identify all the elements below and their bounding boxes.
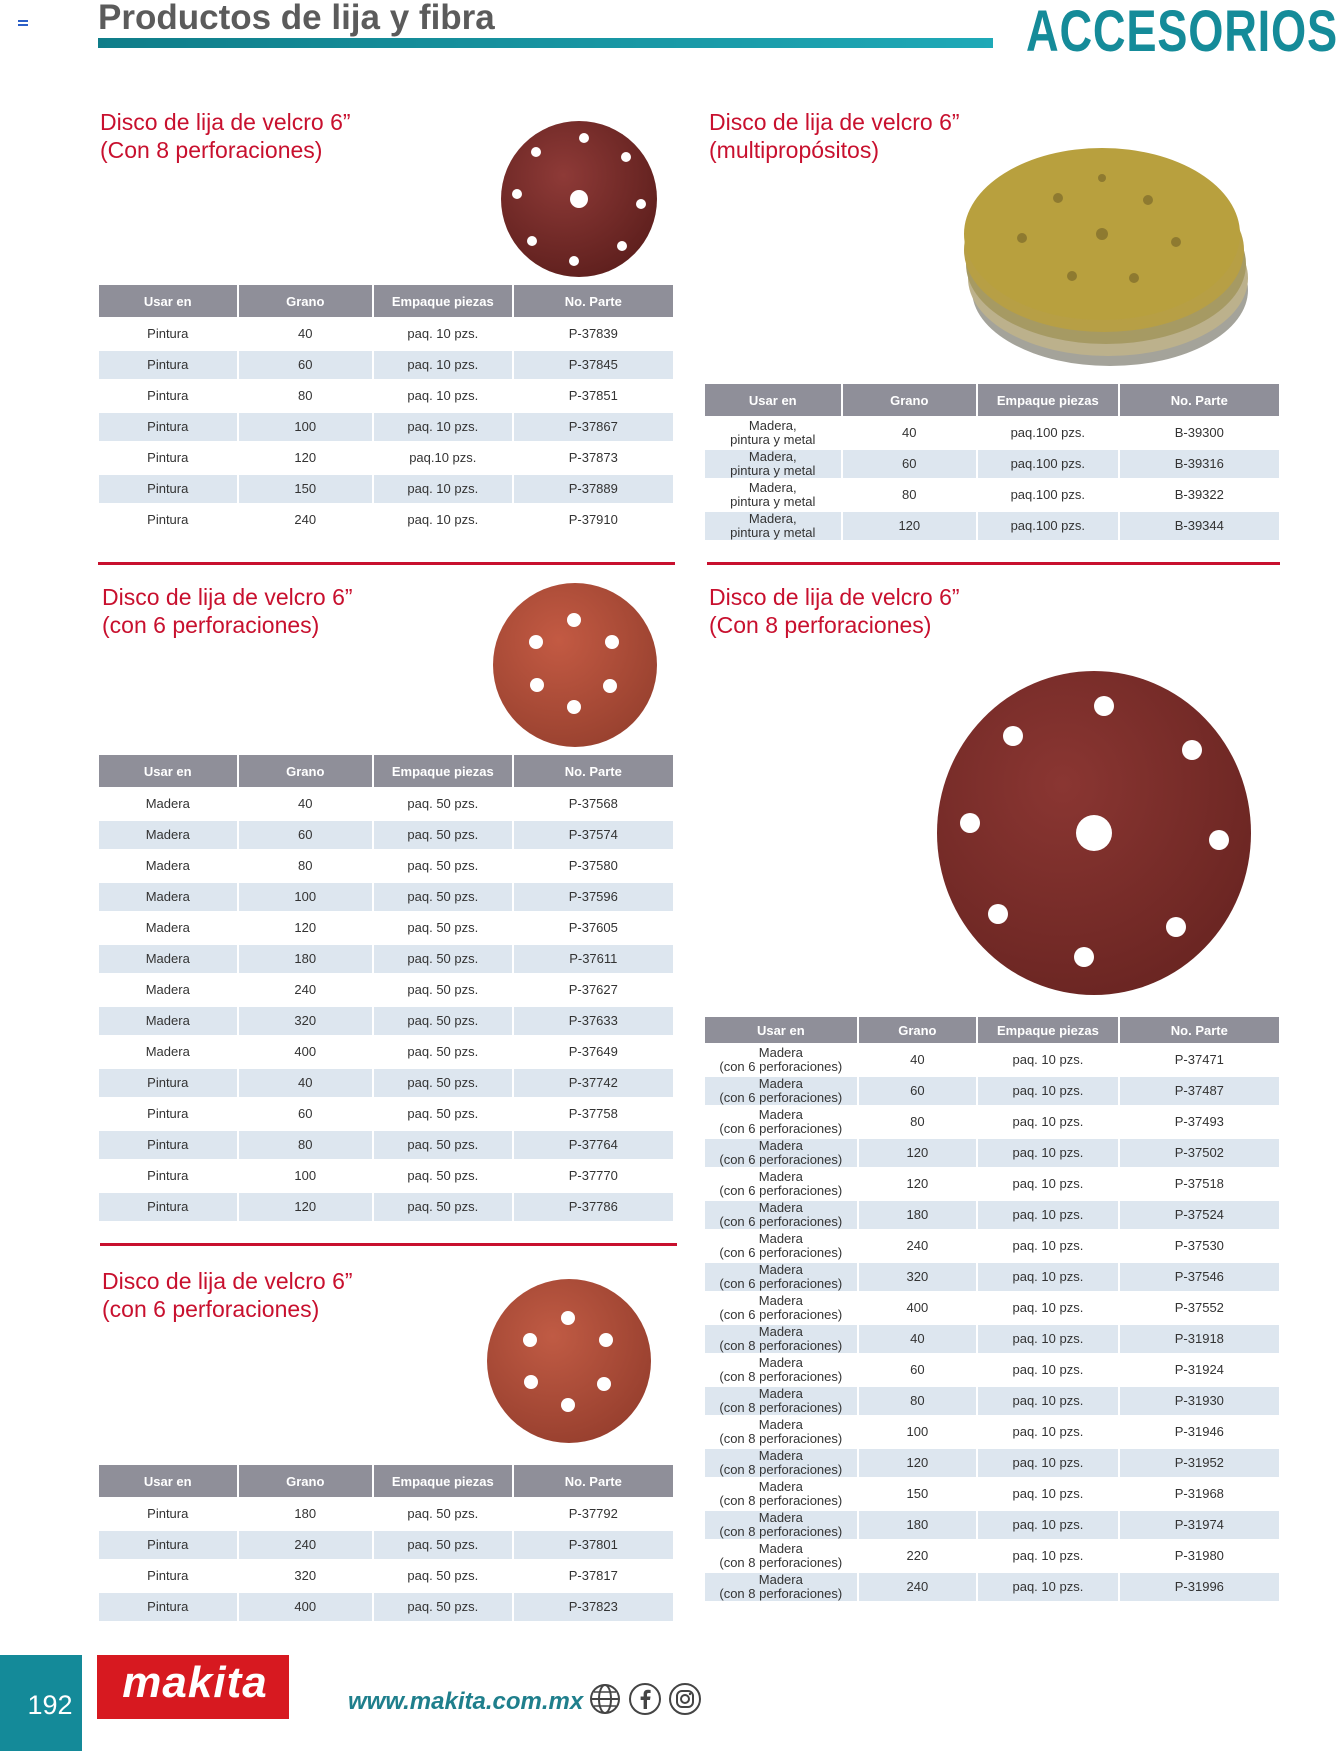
cell-no-parte: P-37574 <box>514 821 673 849</box>
cell-grano: 100 <box>239 883 373 911</box>
product-title-4 <box>709 583 960 639</box>
cell-no-parte: P-37633 <box>514 1007 673 1035</box>
cell-usar-en: Madera <box>99 883 237 911</box>
cell-empaque: paq. 10 pzs. <box>374 413 512 441</box>
cell-empaque: paq. 50 pzs. <box>374 945 512 973</box>
cell-empaque: paq. 10 pzs. <box>978 1573 1118 1601</box>
cell-grano: 180 <box>859 1201 977 1229</box>
section-title: ACCESORIOS <box>1026 0 1338 64</box>
cell-grano: 40 <box>239 320 373 348</box>
table-row <box>705 1449 1279 1477</box>
cell-grano: 320 <box>239 1562 373 1590</box>
cell-no-parte: P-37823 <box>514 1593 673 1621</box>
table-row <box>705 1325 1279 1353</box>
cell-usar-en: Madera, pintura y metal <box>705 512 841 540</box>
cell-no-parte: P-31952 <box>1120 1449 1279 1477</box>
cell-usar-en: Madera (con 8 perforaciones) <box>705 1325 857 1353</box>
cell-grano: 60 <box>239 351 373 379</box>
cell-empaque: paq. 10 pzs. <box>374 351 512 379</box>
spec-table-5 <box>97 1462 675 1624</box>
table-row <box>705 419 1279 447</box>
cell-no-parte: P-37487 <box>1120 1077 1279 1105</box>
table-row <box>99 444 673 472</box>
cell-usar-en: Madera <box>99 852 237 880</box>
cell-usar-en: Madera (con 6 perforaciones) <box>705 1139 857 1167</box>
disc-6-holes-image-2 <box>486 1278 652 1444</box>
table-row <box>99 506 673 534</box>
col-empaque: Empaque piezas <box>374 755 512 787</box>
cell-usar-en: Pintura <box>99 320 237 348</box>
col-usar-en: Usar en <box>99 1465 237 1497</box>
table-row <box>99 976 673 1004</box>
section-divider <box>98 562 675 565</box>
cell-no-parte: P-31924 <box>1120 1356 1279 1384</box>
cell-grano: 60 <box>859 1356 977 1384</box>
col-grano: Grano <box>239 1465 373 1497</box>
cell-no-parte: P-37546 <box>1120 1263 1279 1291</box>
cell-usar-en: Madera (con 6 perforaciones) <box>705 1201 857 1229</box>
cell-usar-en: Pintura <box>99 351 237 379</box>
cell-empaque: paq. 50 pzs. <box>374 821 512 849</box>
cell-grano: 320 <box>859 1263 977 1291</box>
cell-grano: 40 <box>239 790 373 818</box>
cell-empaque: paq. 50 pzs. <box>374 1162 512 1190</box>
cell-no-parte: P-31918 <box>1120 1325 1279 1353</box>
cell-empaque: paq. 50 pzs. <box>374 1500 512 1528</box>
table-row <box>99 475 673 503</box>
cell-usar-en: Madera (con 6 perforaciones) <box>705 1170 857 1198</box>
cell-no-parte: P-37873 <box>514 444 673 472</box>
cell-empaque: paq. 10 pzs. <box>978 1511 1118 1539</box>
cell-usar-en: Madera, pintura y metal <box>705 450 841 478</box>
section-divider <box>100 1243 677 1246</box>
cell-no-parte: P-37580 <box>514 852 673 880</box>
website-url-link[interactable]: www.makita.com.mx <box>348 1688 584 1715</box>
cell-empaque: paq. 10 pzs. <box>978 1356 1118 1384</box>
cell-usar-en: Madera (con 6 perforaciones) <box>705 1108 857 1136</box>
cell-empaque: paq. 10 pzs. <box>978 1201 1118 1229</box>
facebook-icon[interactable] <box>628 1682 662 1716</box>
table-row <box>99 790 673 818</box>
cell-empaque: paq. 50 pzs. <box>374 1038 512 1066</box>
cell-no-parte: P-37801 <box>514 1531 673 1559</box>
product-subtitle-line: (con 6 perforaciones) <box>102 612 320 638</box>
cell-no-parte: P-37493 <box>1120 1108 1279 1136</box>
cell-empaque: paq. 50 pzs. <box>374 1593 512 1621</box>
cell-empaque: paq. 50 pzs. <box>374 1007 512 1035</box>
cell-grano: 400 <box>859 1294 977 1322</box>
cell-usar-en: Pintura <box>99 475 237 503</box>
cell-grano: 180 <box>239 1500 373 1528</box>
cell-grano: 80 <box>859 1108 977 1136</box>
cell-no-parte: P-37605 <box>514 914 673 942</box>
cell-grano: 120 <box>859 1139 977 1167</box>
cell-usar-en: Pintura <box>99 444 237 472</box>
table-row <box>705 1077 1279 1105</box>
table-row <box>99 1500 673 1528</box>
disc-6-holes-image-1 <box>492 582 658 748</box>
cell-no-parte: P-37649 <box>514 1038 673 1066</box>
table-row <box>705 450 1279 478</box>
cell-usar-en: Pintura <box>99 1562 237 1590</box>
table-row <box>99 413 673 441</box>
cell-empaque: paq. 10 pzs. <box>978 1418 1118 1446</box>
cell-usar-en: Madera (con 6 perforaciones) <box>705 1046 857 1074</box>
disc-8-holes-image-2 <box>936 670 1252 996</box>
cell-usar-en: Pintura <box>99 1193 237 1221</box>
table-row <box>705 1232 1279 1260</box>
spec-table-1 <box>97 282 675 537</box>
cell-grano: 240 <box>239 1531 373 1559</box>
cell-usar-en: Madera (con 8 perforaciones) <box>705 1418 857 1446</box>
globe-icon[interactable] <box>588 1682 622 1716</box>
cell-usar-en: Madera (con 6 perforaciones) <box>705 1077 857 1105</box>
cell-usar-en: Pintura <box>99 1531 237 1559</box>
cell-grano: 240 <box>859 1232 977 1260</box>
cell-no-parte: P-31974 <box>1120 1511 1279 1539</box>
cell-grano: 220 <box>859 1542 977 1570</box>
table-row <box>705 1480 1279 1508</box>
table-row <box>705 1108 1279 1136</box>
cell-empaque: paq. 10 pzs. <box>978 1263 1118 1291</box>
table-row <box>99 914 673 942</box>
cell-empaque: paq. 10 pzs. <box>978 1232 1118 1260</box>
product-title-5 <box>102 1267 353 1323</box>
cell-empaque: paq. 50 pzs. <box>374 883 512 911</box>
cell-grano: 60 <box>239 1100 373 1128</box>
cell-grano: 240 <box>859 1573 977 1601</box>
cell-no-parte: P-37524 <box>1120 1201 1279 1229</box>
cell-no-parte: P-37552 <box>1120 1294 1279 1322</box>
cell-usar-en: Madera, pintura y metal <box>705 481 841 509</box>
brand-name: makita <box>122 1658 268 1707</box>
cell-no-parte: P-37471 <box>1120 1046 1279 1074</box>
cell-empaque: paq. 10 pzs. <box>978 1046 1118 1074</box>
spec-table-2 <box>703 381 1281 543</box>
col-empaque: Empaque piezas <box>374 1465 512 1497</box>
cell-no-parte: P-37851 <box>514 382 673 410</box>
col-no-parte: No. Parte <box>514 1465 673 1497</box>
cell-empaque: paq. 50 pzs. <box>374 1531 512 1559</box>
cell-no-parte: P-37627 <box>514 976 673 1004</box>
cell-no-parte: P-37910 <box>514 506 673 534</box>
cell-no-parte: P-31930 <box>1120 1387 1279 1415</box>
cell-empaque: paq. 10 pzs. <box>374 320 512 348</box>
cell-grano: 100 <box>859 1418 977 1446</box>
cell-grano: 150 <box>239 475 373 503</box>
table-row <box>705 1511 1279 1539</box>
cell-empaque: paq. 50 pzs. <box>374 1193 512 1221</box>
product-title-line: Disco de lija de velcro 6” <box>102 1268 353 1294</box>
table-row <box>705 1263 1279 1291</box>
cell-grano: 120 <box>239 1193 373 1221</box>
cell-no-parte: P-37867 <box>514 413 673 441</box>
col-no-parte: No. Parte <box>514 755 673 787</box>
cell-grano: 80 <box>239 1131 373 1159</box>
product-title-2 <box>709 108 960 164</box>
cell-empaque: paq.100 pzs. <box>978 481 1118 509</box>
cell-empaque: paq. 10 pzs. <box>978 1077 1118 1105</box>
table-row <box>705 1356 1279 1384</box>
cell-grano: 80 <box>843 481 976 509</box>
cell-usar-en: Madera <box>99 976 237 1004</box>
cell-grano: 60 <box>843 450 976 478</box>
cell-grano: 180 <box>859 1511 977 1539</box>
cell-usar-en: Madera (con 6 perforaciones) <box>705 1294 857 1322</box>
disc-8-holes-image-1 <box>500 120 658 278</box>
product-title-line: Disco de lija de velcro 6” <box>100 109 351 135</box>
cell-usar-en: Madera <box>99 914 237 942</box>
cell-usar-en: Madera <box>99 821 237 849</box>
cell-no-parte: P-31946 <box>1120 1418 1279 1446</box>
cell-grano: 100 <box>239 413 373 441</box>
cell-usar-en: Madera <box>99 790 237 818</box>
table-row <box>99 1593 673 1621</box>
cell-no-parte: P-37518 <box>1120 1170 1279 1198</box>
cell-no-parte: P-31980 <box>1120 1542 1279 1570</box>
cell-grano: 40 <box>859 1325 977 1353</box>
cell-grano: 400 <box>239 1038 373 1066</box>
cell-empaque: paq. 10 pzs. <box>978 1449 1118 1477</box>
cell-usar-en: Pintura <box>99 506 237 534</box>
cell-empaque: paq. 10 pzs. <box>978 1387 1118 1415</box>
cell-empaque: paq. 10 pzs. <box>978 1294 1118 1322</box>
table-row <box>705 481 1279 509</box>
cell-no-parte: P-37839 <box>514 320 673 348</box>
cell-no-parte: P-37770 <box>514 1162 673 1190</box>
cell-no-parte: P-37502 <box>1120 1139 1279 1167</box>
cell-grano: 80 <box>239 852 373 880</box>
cell-grano: 120 <box>859 1449 977 1477</box>
cell-empaque: paq.100 pzs. <box>978 512 1118 540</box>
table-row <box>99 1100 673 1128</box>
table-row <box>705 1387 1279 1415</box>
section-divider <box>707 562 1280 565</box>
title-bar <box>98 38 993 48</box>
table-row <box>99 852 673 880</box>
table-row <box>99 1162 673 1190</box>
table-row <box>705 1170 1279 1198</box>
cell-no-parte: P-37786 <box>514 1193 673 1221</box>
cell-empaque: paq. 10 pzs. <box>374 475 512 503</box>
cell-empaque: paq. 50 pzs. <box>374 914 512 942</box>
table-row <box>99 1531 673 1559</box>
product-title-line: Disco de lija de velcro 6” <box>709 584 960 610</box>
cell-grano: 120 <box>859 1170 977 1198</box>
cell-empaque: paq. 10 pzs. <box>978 1170 1118 1198</box>
cell-empaque: paq. 50 pzs. <box>374 1069 512 1097</box>
cell-grano: 240 <box>239 506 373 534</box>
cell-empaque: paq. 50 pzs. <box>374 790 512 818</box>
product-title-3 <box>102 583 353 639</box>
cell-grano: 60 <box>239 821 373 849</box>
menu-icon[interactable] <box>18 20 28 28</box>
cell-empaque: paq. 10 pzs. <box>978 1542 1118 1570</box>
product-title-line: Disco de lija de velcro 6” <box>709 109 960 135</box>
product-subtitle-line: (multipropósitos) <box>709 137 879 163</box>
table-row <box>705 1542 1279 1570</box>
table-row <box>99 1069 673 1097</box>
table-row <box>705 1139 1279 1167</box>
col-usar-en: Usar en <box>705 1017 857 1043</box>
cell-no-parte: P-37792 <box>514 1500 673 1528</box>
cell-no-parte: P-31968 <box>1120 1480 1279 1508</box>
cell-usar-en: Madera <box>99 945 237 973</box>
table-row <box>99 1007 673 1035</box>
table-row <box>99 945 673 973</box>
cell-grano: 100 <box>239 1162 373 1190</box>
product-title-1 <box>100 108 351 164</box>
cell-no-parte: P-37845 <box>514 351 673 379</box>
cell-usar-en: Madera (con 8 perforaciones) <box>705 1480 857 1508</box>
cell-grano: 150 <box>859 1480 977 1508</box>
cell-empaque: paq. 50 pzs. <box>374 1100 512 1128</box>
cell-empaque: paq. 10 pzs. <box>374 382 512 410</box>
cell-usar-en: Pintura <box>99 1069 237 1097</box>
cell-usar-en: Madera (con 8 perforaciones) <box>705 1542 857 1570</box>
table-row <box>99 821 673 849</box>
table-row <box>705 1046 1279 1074</box>
cell-empaque: paq.10 pzs. <box>374 444 512 472</box>
cell-no-parte: P-37530 <box>1120 1232 1279 1260</box>
col-empaque: Empaque piezas <box>374 285 512 317</box>
product-title-line: Disco de lija de velcro 6” <box>102 584 353 610</box>
cell-no-parte: P-37889 <box>514 475 673 503</box>
cell-empaque: paq.100 pzs. <box>978 450 1118 478</box>
cell-grano: 80 <box>859 1387 977 1415</box>
cell-grano: 60 <box>859 1077 977 1105</box>
product-subtitle-line: (con 6 perforaciones) <box>102 1296 320 1322</box>
col-usar-en: Usar en <box>99 755 237 787</box>
cell-usar-en: Madera (con 8 perforaciones) <box>705 1449 857 1477</box>
cell-no-parte: P-31996 <box>1120 1573 1279 1601</box>
product-subtitle-line: (Con 8 perforaciones) <box>709 612 932 638</box>
cell-no-parte: P-37596 <box>514 883 673 911</box>
page-title: Productos de lija y fibra <box>98 0 495 37</box>
cell-usar-en: Madera (con 8 perforaciones) <box>705 1573 857 1601</box>
cell-empaque: paq. 10 pzs. <box>978 1108 1118 1136</box>
disc-stack-multipurpose-image <box>962 138 1252 370</box>
table-row <box>705 1201 1279 1229</box>
cell-usar-en: Madera (con 6 perforaciones) <box>705 1263 857 1291</box>
table-row <box>99 351 673 379</box>
cell-usar-en: Madera (con 8 perforaciones) <box>705 1387 857 1415</box>
cell-empaque: paq. 10 pzs. <box>978 1480 1118 1508</box>
col-no-parte: No. Parte <box>514 285 673 317</box>
cell-grano: 120 <box>239 914 373 942</box>
cell-usar-en: Madera (con 8 perforaciones) <box>705 1356 857 1384</box>
cell-usar-en: Madera (con 8 perforaciones) <box>705 1511 857 1539</box>
cell-no-parte: B-39300 <box>1120 419 1279 447</box>
cell-grano: 80 <box>239 382 373 410</box>
spec-table-3 <box>97 752 675 1224</box>
col-empaque: Empaque piezas <box>978 1017 1118 1043</box>
col-grano: Grano <box>843 384 976 416</box>
table-row <box>99 883 673 911</box>
product-subtitle-line: (Con 8 perforaciones) <box>100 137 323 163</box>
table-row <box>99 1038 673 1066</box>
table-row <box>99 1131 673 1159</box>
cell-no-parte: B-39316 <box>1120 450 1279 478</box>
cell-grano: 120 <box>239 444 373 472</box>
cell-empaque: paq. 50 pzs. <box>374 1562 512 1590</box>
cell-usar-en: Pintura <box>99 1131 237 1159</box>
cell-no-parte: P-37568 <box>514 790 673 818</box>
spec-table-4 <box>703 1014 1281 1604</box>
cell-usar-en: Pintura <box>99 382 237 410</box>
cell-usar-en: Madera <box>99 1007 237 1035</box>
col-usar-en: Usar en <box>705 384 841 416</box>
col-empaque: Empaque piezas <box>978 384 1118 416</box>
cell-usar-en: Madera, pintura y metal <box>705 419 841 447</box>
cell-grano: 400 <box>239 1593 373 1621</box>
table-row <box>99 1562 673 1590</box>
cell-grano: 40 <box>843 419 976 447</box>
col-no-parte: No. Parte <box>1120 1017 1279 1043</box>
cell-empaque: paq. 50 pzs. <box>374 976 512 1004</box>
cell-empaque: paq. 10 pzs. <box>978 1325 1118 1353</box>
cell-usar-en: Madera <box>99 1038 237 1066</box>
table-row <box>705 1418 1279 1446</box>
cell-grano: 180 <box>239 945 373 973</box>
col-grano: Grano <box>859 1017 977 1043</box>
table-row <box>99 382 673 410</box>
cell-usar-en: Pintura <box>99 1100 237 1128</box>
cell-no-parte: P-37764 <box>514 1131 673 1159</box>
table-row <box>705 1294 1279 1322</box>
cell-grano: 120 <box>843 512 976 540</box>
cell-empaque: paq. 10 pzs. <box>374 506 512 534</box>
cell-usar-en: Pintura <box>99 1593 237 1621</box>
cell-grano: 40 <box>859 1046 977 1074</box>
table-row <box>99 1193 673 1221</box>
col-grano: Grano <box>239 285 373 317</box>
cell-grano: 40 <box>239 1069 373 1097</box>
cell-empaque: paq. 50 pzs. <box>374 852 512 880</box>
col-no-parte: No. Parte <box>1120 384 1279 416</box>
page-number: 192 <box>27 1690 73 1720</box>
cell-grano: 320 <box>239 1007 373 1035</box>
col-usar-en: Usar en <box>99 285 237 317</box>
cell-usar-en: Pintura <box>99 413 237 441</box>
cell-no-parte: P-37742 <box>514 1069 673 1097</box>
instagram-icon[interactable] <box>668 1682 702 1716</box>
cell-usar-en: Pintura <box>99 1162 237 1190</box>
table-row <box>705 512 1279 540</box>
cell-no-parte: B-39344 <box>1120 512 1279 540</box>
cell-empaque: paq.100 pzs. <box>978 419 1118 447</box>
cell-usar-en: Pintura <box>99 1500 237 1528</box>
table-row <box>99 320 673 348</box>
cell-empaque: paq. 10 pzs. <box>978 1139 1118 1167</box>
cell-empaque: paq. 50 pzs. <box>374 1131 512 1159</box>
cell-usar-en: Madera (con 6 perforaciones) <box>705 1232 857 1260</box>
cell-no-parte: B-39322 <box>1120 481 1279 509</box>
table-row <box>705 1573 1279 1601</box>
cell-grano: 240 <box>239 976 373 1004</box>
cell-no-parte: P-37817 <box>514 1562 673 1590</box>
cell-no-parte: P-37758 <box>514 1100 673 1128</box>
col-grano: Grano <box>239 755 373 787</box>
cell-no-parte: P-37611 <box>514 945 673 973</box>
